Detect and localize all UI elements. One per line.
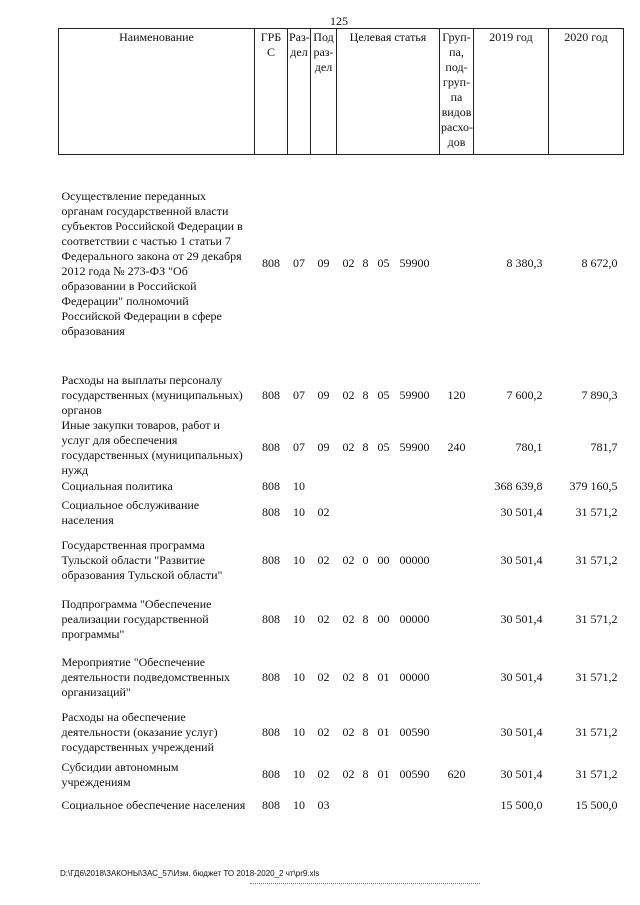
row-amount-2020: 8 672,0: [581, 256, 618, 271]
header-target: Целевая статья: [337, 29, 440, 155]
row-amount-2020: 31 571,2: [575, 612, 618, 626]
header-podrazdel: Под раз- дел: [311, 29, 337, 155]
target-part-t2: 8: [362, 256, 369, 271]
row-grbs: 808: [262, 670, 280, 684]
target-part-t2: 0: [362, 553, 369, 567]
row-amount-2020: 31 571,2: [575, 505, 618, 519]
row-expense-group: 120: [447, 387, 466, 402]
target-part-t2: 8: [362, 725, 369, 739]
row-name: Субсидии автономным учреждениям: [61, 759, 179, 789]
row-razdel: 10: [293, 725, 305, 739]
target-part-t2: 8: [362, 387, 369, 402]
row-razdel: 10: [293, 553, 305, 567]
row-target-article: [337, 373, 440, 418]
table-row: [59, 418, 624, 478]
table-row: [59, 155, 624, 373]
row-razdel: 10: [293, 478, 305, 493]
header-razdel: Раз- дел: [288, 29, 311, 155]
row-grbs: 808: [262, 256, 280, 271]
row-target-article: [337, 495, 440, 531]
header-row: [59, 29, 624, 155]
row-grbs: 808: [262, 553, 280, 567]
header-2020: 2020 год: [549, 29, 624, 155]
row-name: Расходы на выплаты персоналу государственных (муниципальных) органов: [61, 372, 243, 417]
table-row: [59, 591, 624, 649]
target-part-t4: 59900: [399, 387, 430, 402]
row-amount-2020: 31 571,2: [575, 767, 618, 781]
row-name: Осуществление переданных органам государственной власти субъектов Российской Федерации в соответствии с частью 1 статьи 7 Федерального закона от 29 декабря 2012 года № 273-ФЗ "Об образовании в Российской Федерации" полномочий Российской Федерации в сфере образования: [61, 188, 243, 338]
row-amount-2019: 7 600,2: [506, 387, 543, 402]
table-row: [59, 531, 624, 591]
row-expense-group: [440, 791, 474, 821]
row-target-article: [337, 591, 440, 649]
target-part-t4: 59900: [399, 256, 430, 271]
row-amount-2019: 30 501,4: [500, 553, 543, 567]
row-target-article: [337, 791, 440, 821]
target-part-t4: 00000: [399, 670, 430, 684]
footer-file-path: D:\ГД6\2018\ЗАКОНЫ\ЗАС_57\Изм. бюджет ТО 2018-2020_2 чт\pr9.xls: [60, 869, 320, 878]
table-row: [59, 707, 624, 759]
row-amount-2019: 368 639,8: [494, 478, 543, 493]
table-row: [59, 791, 624, 821]
target-part-t1: 02: [342, 612, 355, 626]
target-part-t4: 00590: [399, 767, 430, 781]
row-amount-2020: 31 571,2: [575, 553, 618, 567]
row-podrazdel: 02: [317, 612, 330, 626]
row-grbs: 808: [262, 478, 280, 493]
row-expense-group: [440, 649, 474, 707]
target-part-t1: 02: [342, 725, 355, 739]
row-amount-2020: 7 890,3: [581, 387, 618, 402]
row-amount-2019: 30 501,4: [500, 725, 543, 739]
target-part-t3: 05: [377, 256, 390, 271]
row-amount-2019: 780,1: [515, 440, 543, 454]
header-group: Груп- па, под- груп- па видов расхо- дов: [440, 29, 474, 155]
row-amount-2019: 30 501,4: [500, 670, 543, 684]
target-part-t4: 59900: [399, 440, 430, 454]
target-part-t1: 02: [342, 256, 355, 271]
row-grbs: 808: [262, 612, 280, 626]
row-name: Подпрограмма "Обеспечение реализации государственной программы": [61, 597, 212, 641]
row-podrazdel: 02: [317, 725, 330, 739]
row-expense-group: [440, 707, 474, 759]
row-amount-2020: 781,7: [590, 440, 618, 454]
row-name: Расходы на обеспечение деятельности (оказание услуг) государственных учреждений: [61, 710, 218, 754]
row-grbs: 808: [262, 798, 280, 812]
target-part-t3: 01: [377, 767, 390, 781]
target-part-t4: 00590: [399, 725, 430, 739]
row-razdel: 07: [293, 440, 305, 454]
target-part-t3: 00: [377, 553, 390, 567]
row-podrazdel: 09: [317, 387, 330, 402]
row-podrazdel: 02: [317, 505, 330, 519]
row-target-article: [337, 707, 440, 759]
row-grbs: 808: [262, 440, 280, 454]
row-podrazdel: 09: [317, 256, 330, 271]
row-target-article: [337, 759, 440, 791]
target-part-t1: 02: [342, 553, 355, 567]
header-grbs: ГРБ С: [255, 29, 288, 155]
target-part-t3: 05: [377, 440, 390, 454]
row-razdel: 10: [293, 670, 305, 684]
row-grbs: 808: [262, 387, 280, 402]
row-expense-group: [440, 495, 474, 531]
row-amount-2020: 31 571,2: [575, 725, 618, 739]
row-podrazdel: 02: [317, 553, 330, 567]
header-name: Наименование: [59, 29, 255, 155]
row-name: Социальное обеспечение населения: [61, 798, 246, 812]
row-podrazdel: 02: [317, 670, 330, 684]
footer-divider: [250, 883, 480, 884]
row-podrazdel: 02: [317, 767, 330, 781]
table-row: [59, 495, 624, 531]
row-razdel: 10: [293, 612, 305, 626]
row-name: Социальное обслуживание населения: [61, 497, 200, 527]
row-amount-2019: 8 380,3: [506, 256, 543, 271]
row-razdel: 10: [293, 798, 305, 812]
row-target-article: [337, 478, 440, 495]
target-part-t4: 00000: [399, 553, 430, 567]
target-part-t1: 02: [342, 387, 355, 402]
row-amount-2020: 379 160,5: [569, 478, 618, 493]
row-podrazdel: 09: [317, 440, 330, 454]
row-podrazdel: [311, 478, 337, 495]
row-target-article: [337, 531, 440, 591]
row-target-article: [337, 649, 440, 707]
row-amount-2019: 30 501,4: [500, 505, 543, 519]
target-part-t3: 05: [377, 387, 390, 402]
row-grbs: 808: [262, 767, 280, 781]
row-name: Государственная программа Тульской области "Развитие образования Тульской области": [61, 538, 223, 582]
row-target-article: [337, 418, 440, 478]
row-expense-group: [440, 155, 474, 373]
row-expense-group: [440, 531, 474, 591]
row-expense-group: [440, 478, 474, 495]
target-part-t2: 8: [362, 612, 369, 626]
table-row: [59, 649, 624, 707]
row-name: Мероприятие "Обеспечение деятельности подведомственных организаций": [61, 655, 231, 699]
row-amount-2019: 30 501,4: [500, 767, 543, 781]
row-expense-group: 240: [447, 440, 466, 454]
row-expense-group: [440, 591, 474, 649]
target-part-t1: 02: [342, 767, 355, 781]
row-target-article: [337, 155, 440, 373]
row-grbs: 808: [262, 725, 280, 739]
target-part-t2: 8: [362, 767, 369, 781]
row-amount-2019: 15 500,0: [500, 798, 543, 812]
row-name: Социальная политика: [61, 478, 173, 493]
table-row: [59, 478, 624, 495]
row-razdel: 10: [293, 767, 305, 781]
row-amount-2020: 31 571,2: [575, 670, 618, 684]
table-row: [59, 373, 624, 418]
row-grbs: 808: [262, 505, 280, 519]
target-part-t1: 02: [342, 440, 355, 454]
target-part-t4: 00000: [399, 612, 430, 626]
row-razdel: 10: [293, 505, 305, 519]
row-razdel: 07: [293, 387, 305, 402]
target-part-t2: 8: [362, 440, 369, 454]
target-part-t3: 01: [377, 725, 390, 739]
header-2019: 2019 год: [474, 29, 549, 155]
row-expense-group: 620: [447, 767, 466, 781]
target-part-t3: 00: [377, 612, 390, 626]
target-part-t1: 02: [342, 670, 355, 684]
row-name: Иные закупки товаров, работ и услуг для обеспечения государственных (муниципальных) нужд: [61, 417, 243, 477]
budget-table: [58, 28, 624, 821]
row-razdel: 07: [293, 256, 305, 271]
target-part-t2: 8: [362, 670, 369, 684]
row-amount-2020: 15 500,0: [575, 798, 618, 812]
table-row: [59, 759, 624, 791]
page-number: 125: [330, 14, 348, 28]
row-amount-2019: 30 501,4: [500, 612, 543, 626]
target-part-t3: 01: [377, 670, 390, 684]
row-podrazdel: 03: [317, 798, 330, 812]
